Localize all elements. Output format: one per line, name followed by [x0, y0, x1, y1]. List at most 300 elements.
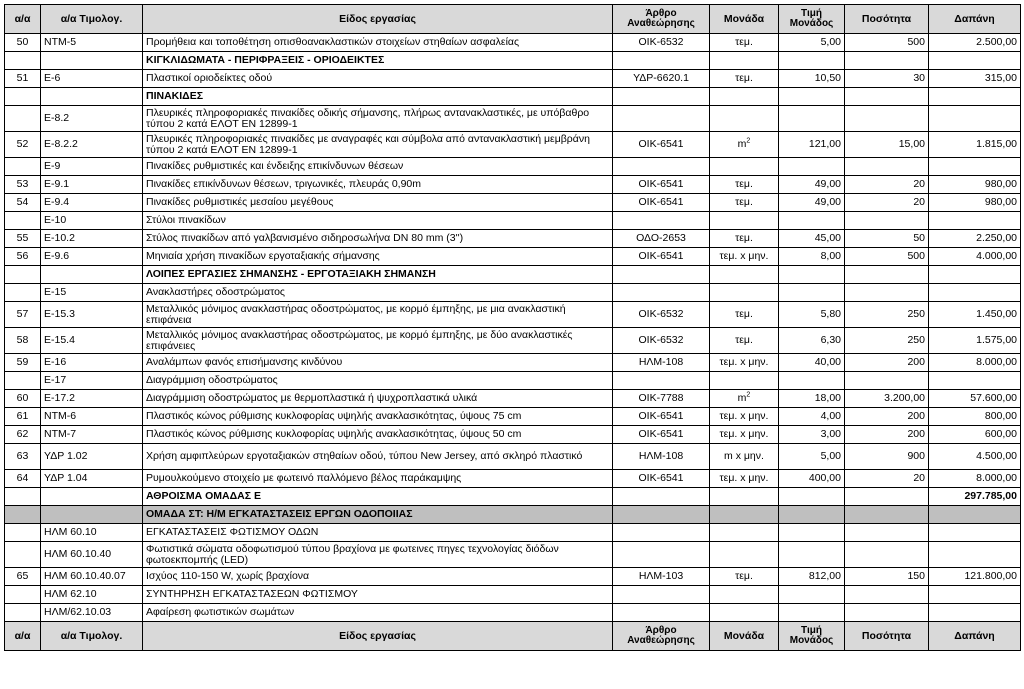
cell-code-text: ΗΛΜ 60.10 — [44, 526, 97, 538]
cell-article-text: ΟΙΚ-6532 — [638, 334, 684, 346]
cell-aa — [5, 266, 41, 284]
cell-aa — [5, 408, 41, 426]
table-row — [5, 488, 1021, 506]
cell-unit-text: m x μην. — [724, 450, 764, 462]
cell-code — [41, 248, 143, 266]
cell-article — [613, 444, 710, 470]
cell-code-text: Ε-15.3 — [44, 308, 75, 320]
cell-cost-text: 297.785,00 — [964, 490, 1017, 502]
cell-cost — [929, 408, 1021, 426]
cell-article — [613, 248, 710, 266]
cell-quantity-text: 500 — [907, 36, 925, 48]
cell-unit-price — [779, 568, 845, 586]
cell-cost-text: 980,00 — [984, 196, 1017, 208]
cell-article — [613, 302, 710, 328]
cell-cost — [929, 328, 1021, 354]
cell-article — [613, 194, 710, 212]
cell-description-text: Πινακίδες ρυθμιστικές μεσαίου μεγέθους — [146, 196, 334, 208]
cell-unit-price — [779, 132, 845, 158]
cell-quantity-text: 15,00 — [898, 138, 925, 150]
cell-description-text: ΕΓΚΑΤΑΣΤΑΣΕΙΣ ΦΩΤΙΣΜΟΥ ΟΔΩΝ — [146, 526, 319, 538]
cell-aa — [5, 34, 41, 52]
cell-cost-text: 980,00 — [984, 178, 1017, 190]
cell-article-text: ΗΛΜ-108 — [638, 356, 684, 368]
cell-unit — [710, 586, 779, 604]
cell-quantity — [845, 88, 929, 106]
cell-quantity-text: 20 — [913, 196, 925, 208]
cell-article-text: ΟΙΚ-6541 — [638, 196, 684, 208]
cell-cost — [929, 444, 1021, 470]
table-row — [5, 426, 1021, 444]
cell-unit-text: τεμ. — [735, 334, 753, 346]
cell-unit-text: τεμ. x μην. — [719, 356, 769, 368]
footer-header-unit-price: Τιμή Μονάδος — [779, 622, 845, 651]
cell-code — [41, 70, 143, 88]
table-row — [5, 194, 1021, 212]
cell-unit — [710, 506, 779, 524]
cell-description — [143, 212, 613, 230]
table-row — [5, 390, 1021, 408]
cell-cost — [929, 194, 1021, 212]
cell-code — [41, 426, 143, 444]
unit-superscript: 2 — [746, 391, 751, 399]
cell-quantity — [845, 408, 929, 426]
cell-quantity — [845, 354, 929, 372]
cell-description — [143, 284, 613, 302]
cell-article — [613, 354, 710, 372]
cell-cost — [929, 248, 1021, 266]
cell-cost-text: 800,00 — [984, 410, 1017, 422]
table-row — [5, 34, 1021, 52]
cell-cost — [929, 470, 1021, 488]
cell-description-text: Πλαστικός κώνος ρύθμισης κυκλοφορίας υψηλής ανακλασικότητας, ύψους 75 cm — [146, 410, 522, 422]
cell-aa-text: 61 — [16, 410, 29, 422]
cell-description — [143, 248, 613, 266]
cell-description — [143, 604, 613, 622]
cell-unit — [710, 34, 779, 52]
cell-code — [41, 488, 143, 506]
cell-article — [613, 470, 710, 488]
cell-unit-price-text: 8,00 — [820, 250, 841, 262]
table-row — [5, 506, 1021, 524]
cell-code-text: Ε-6 — [44, 72, 61, 84]
cell-code-text: ΗΛΜ 62.10 — [44, 588, 97, 600]
header-description: Είδος εργασίας — [143, 5, 613, 34]
cell-unit-price — [779, 34, 845, 52]
cell-article — [613, 390, 710, 408]
cell-unit-text: m — [737, 392, 747, 404]
cell-cost — [929, 390, 1021, 408]
cell-unit-price — [779, 506, 845, 524]
cell-article — [613, 524, 710, 542]
cell-cost-text: 4.500,00 — [976, 450, 1017, 462]
cell-description — [143, 390, 613, 408]
cell-aa — [5, 328, 41, 354]
cell-quantity — [845, 266, 929, 284]
cell-unit-price-text: 5,80 — [820, 308, 841, 320]
cell-unit-text: τεμ. x μην. — [719, 410, 769, 422]
cell-code — [41, 372, 143, 390]
table-row — [5, 88, 1021, 106]
cell-description — [143, 354, 613, 372]
cell-quantity — [845, 604, 929, 622]
cell-cost — [929, 52, 1021, 70]
cell-description — [143, 568, 613, 586]
cell-aa — [5, 52, 41, 70]
cell-article — [613, 604, 710, 622]
cell-aa-text: 62 — [16, 428, 29, 440]
cell-unit-text: τεμ. — [735, 232, 753, 244]
cell-unit-price — [779, 470, 845, 488]
cell-code-text: Ε-17 — [44, 374, 67, 386]
cell-description-text: Μεταλλικός μόνιμος ανακλαστήρας οδοστρώματος, με κορμό έμπηξης, με μια ανακλαστική επιφάνεια — [146, 302, 566, 326]
table-row — [5, 604, 1021, 622]
cell-aa-text: 53 — [16, 178, 29, 190]
cell-code-text: ΝΤΜ-6 — [44, 410, 77, 422]
cell-code — [41, 604, 143, 622]
cell-description — [143, 158, 613, 176]
cell-code-text: Ε-15 — [44, 286, 67, 298]
cell-aa-text: 56 — [16, 250, 29, 262]
cell-description-text: Ισχύος 110-150 W, χωρίς βραχίονα — [146, 570, 310, 582]
header-aa: α/α — [5, 5, 41, 34]
cell-cost-text: 1.575,00 — [976, 334, 1017, 346]
cell-unit-price — [779, 106, 845, 132]
cell-unit — [710, 354, 779, 372]
cell-aa — [5, 390, 41, 408]
cell-code — [41, 354, 143, 372]
cell-quantity — [845, 444, 929, 470]
cell-unit — [710, 70, 779, 88]
cell-code-text: Ε-17.2 — [44, 392, 75, 404]
cell-unit — [710, 444, 779, 470]
header-cost: Δαπάνη — [929, 5, 1021, 34]
cell-code-text: Ε-8.2.2 — [44, 138, 78, 150]
cell-cost — [929, 586, 1021, 604]
cell-unit — [710, 158, 779, 176]
cell-quantity-text: 500 — [907, 250, 925, 262]
cell-code-text: Ε-9.1 — [44, 178, 70, 190]
cell-code-text: ΝΤΜ-5 — [44, 36, 77, 48]
header-unit-price: Τιμή Μονάδος — [779, 5, 845, 34]
cell-quantity — [845, 70, 929, 88]
cell-unit-price-text: 4,00 — [820, 410, 841, 422]
cell-aa — [5, 88, 41, 106]
cell-description-text: Αναλάμπων φανός επισήμανσης κινδύνου — [146, 356, 343, 368]
cell-unit-price-text: 49,00 — [814, 196, 841, 208]
footer-header-cost: Δαπάνη — [929, 622, 1021, 651]
table-row — [5, 372, 1021, 390]
cell-quantity-text: 900 — [907, 450, 925, 462]
cell-cost — [929, 34, 1021, 52]
cell-cost-text: 8.000,00 — [976, 356, 1017, 368]
cell-article-text: ΟΙΚ-6541 — [638, 472, 684, 484]
cell-code-text: Ε-9.4 — [44, 196, 70, 208]
cell-quantity — [845, 328, 929, 354]
cell-code — [41, 194, 143, 212]
cell-aa-text: 57 — [16, 308, 29, 320]
cell-code-text: ΗΛΜ 60.10.40 — [44, 548, 112, 560]
cell-article — [613, 176, 710, 194]
cell-description-text: ΚΙΓΚΛΙΔΩΜΑΤΑ - ΠΕΡΙΦΡΑΞΕΙΣ - ΟΡΙΟΔΕΙΚΤΕΣ — [146, 54, 385, 66]
cell-code-text: ΥΔΡ 1.02 — [44, 450, 88, 462]
cell-article-text: ΟΙΚ-7788 — [638, 392, 684, 404]
cell-unit — [710, 266, 779, 284]
cell-unit-text: τεμ. x μην. — [719, 428, 769, 440]
cell-description — [143, 408, 613, 426]
cell-cost — [929, 284, 1021, 302]
table-row — [5, 52, 1021, 70]
cell-unit — [710, 604, 779, 622]
cell-quantity-text: 250 — [907, 308, 925, 320]
cell-unit — [710, 488, 779, 506]
cell-unit-text: τεμ. — [735, 178, 753, 190]
cell-article-text: ΟΙΚ-6532 — [638, 36, 684, 48]
cell-code-text: Ε-9 — [44, 160, 61, 172]
header-quantity: Ποσότητα — [845, 5, 929, 34]
footer-header-description: Είδος εργασίας — [143, 622, 613, 651]
cell-aa-text: 50 — [16, 36, 29, 48]
cell-description — [143, 88, 613, 106]
cell-quantity-text: 20 — [913, 472, 925, 484]
cell-cost-text: 2.250,00 — [976, 232, 1017, 244]
header-unit: Μονάδα — [710, 5, 779, 34]
cell-description — [143, 328, 613, 354]
cell-unit-price — [779, 604, 845, 622]
cell-cost-text: 1.450,00 — [976, 308, 1017, 320]
table-row — [5, 408, 1021, 426]
cell-article — [613, 230, 710, 248]
cell-quantity-text: 200 — [907, 410, 925, 422]
cell-article-text: ΥΔΡ-6620.1 — [633, 72, 689, 84]
cell-unit-price-text: 121,00 — [808, 138, 841, 150]
cell-unit-price — [779, 176, 845, 194]
cell-description — [143, 506, 613, 524]
cell-unit — [710, 132, 779, 158]
cell-quantity — [845, 506, 929, 524]
cell-unit-price-text: 5,00 — [820, 36, 841, 48]
cell-article-text: ΟΙΚ-6541 — [638, 250, 684, 262]
cell-quantity — [845, 194, 929, 212]
cell-cost — [929, 542, 1021, 568]
cell-quantity — [845, 230, 929, 248]
table-row — [5, 524, 1021, 542]
cell-article — [613, 586, 710, 604]
cell-quantity — [845, 34, 929, 52]
cell-quantity — [845, 284, 929, 302]
cell-article-text: ΟΔΟ-2653 — [636, 232, 686, 244]
cell-cost — [929, 354, 1021, 372]
cell-code — [41, 230, 143, 248]
cell-unit-price — [779, 542, 845, 568]
cell-article — [613, 328, 710, 354]
cell-unit-price — [779, 426, 845, 444]
cell-aa-text: 52 — [16, 138, 29, 150]
cell-unit-text: τεμ. — [735, 196, 753, 208]
cell-unit — [710, 248, 779, 266]
cell-unit-price — [779, 328, 845, 354]
cell-unit-text: τεμ. x μην. — [719, 250, 769, 262]
cell-unit-price — [779, 212, 845, 230]
cell-description — [143, 470, 613, 488]
cell-aa — [5, 568, 41, 586]
cell-cost-text: 8.000,00 — [976, 472, 1017, 484]
cell-article-text: ΟΙΚ-6532 — [638, 308, 684, 320]
cell-aa — [5, 194, 41, 212]
cell-description-text: Χρήση αμφιπλεύρων εργοταξιακών στηθαίων οδού, τύπου New Jersey, από σκληρό πλαστικό — [146, 450, 583, 462]
cell-code-text: Ε-10.2 — [44, 232, 75, 244]
cell-article — [613, 88, 710, 106]
cell-description-text: Στύλοι πινακίδων — [146, 214, 226, 226]
cell-quantity — [845, 176, 929, 194]
cell-cost — [929, 372, 1021, 390]
cell-article — [613, 52, 710, 70]
cell-article-text: ΗΛΜ-108 — [638, 450, 684, 462]
cell-description — [143, 106, 613, 132]
cell-aa — [5, 470, 41, 488]
cell-cost — [929, 106, 1021, 132]
table-row — [5, 70, 1021, 88]
cell-code — [41, 542, 143, 568]
cell-quantity-text: 200 — [907, 356, 925, 368]
cell-unit-price-text: 400,00 — [808, 472, 841, 484]
cell-description-text: Ρυμουλκούμενο στοιχείο με φωτεινό παλλόμενο βέλος παράκαμψης — [146, 472, 462, 484]
cell-unit-price — [779, 248, 845, 266]
cell-aa — [5, 604, 41, 622]
cell-unit-price — [779, 444, 845, 470]
table-row — [5, 212, 1021, 230]
table-row — [5, 542, 1021, 568]
cell-code — [41, 158, 143, 176]
cell-description-text: ΟΜΑΔΑ ΣΤ: Η/Μ ΕΓΚΑΤΑΣΤΑΣΕΙΣ ΕΡΓΩΝ ΟΔΟΠΟΙΙΑΣ — [146, 508, 413, 520]
cell-article — [613, 426, 710, 444]
cell-description — [143, 426, 613, 444]
table-row — [5, 176, 1021, 194]
cell-aa — [5, 70, 41, 88]
cell-quantity — [845, 52, 929, 70]
cell-unit-price-text: 49,00 — [814, 178, 841, 190]
cell-aa-text: 59 — [16, 356, 29, 368]
cell-description — [143, 372, 613, 390]
cell-code-text: ΝΤΜ-7 — [44, 428, 77, 440]
cell-quantity-text: 200 — [907, 428, 925, 440]
cell-aa — [5, 354, 41, 372]
cell-quantity — [845, 302, 929, 328]
cell-unit-price — [779, 88, 845, 106]
cell-aa — [5, 506, 41, 524]
cell-article — [613, 70, 710, 88]
cell-cost — [929, 158, 1021, 176]
table-row — [5, 328, 1021, 354]
cell-unit-price-text: 10,50 — [814, 72, 841, 84]
cell-quantity — [845, 470, 929, 488]
cell-article-text: ΟΙΚ-6541 — [638, 428, 684, 440]
cell-description — [143, 302, 613, 328]
cell-unit — [710, 176, 779, 194]
cell-unit-price — [779, 390, 845, 408]
cell-code — [41, 212, 143, 230]
cell-description — [143, 542, 613, 568]
cell-quantity-text: 20 — [913, 178, 925, 190]
table-row — [5, 444, 1021, 470]
table-row — [5, 302, 1021, 328]
cell-unit — [710, 302, 779, 328]
cell-quantity — [845, 106, 929, 132]
cell-unit — [710, 524, 779, 542]
cell-cost — [929, 212, 1021, 230]
cell-quantity-text: 30 — [913, 72, 925, 84]
cell-description — [143, 586, 613, 604]
cell-quantity-text: 3.200,00 — [884, 392, 925, 404]
cell-unit — [710, 106, 779, 132]
cell-description — [143, 444, 613, 470]
cell-code — [41, 408, 143, 426]
cell-unit — [710, 408, 779, 426]
cell-code — [41, 390, 143, 408]
cell-quantity-text: 250 — [907, 334, 925, 346]
cell-article — [613, 372, 710, 390]
cell-description — [143, 34, 613, 52]
cell-unit-price — [779, 488, 845, 506]
footer-header-unit: Μονάδα — [710, 622, 779, 651]
cell-unit — [710, 470, 779, 488]
cell-unit-text: τεμ. — [735, 72, 753, 84]
cell-unit-price — [779, 194, 845, 212]
cell-description-text: ΣΥΝΤΗΡΗΣΗ ΕΓΚΑΤΑΣΤΑΣΕΩΝ ΦΩΤΙΣΜΟΥ — [146, 588, 358, 600]
cell-cost — [929, 488, 1021, 506]
cell-quantity — [845, 212, 929, 230]
cell-code — [41, 132, 143, 158]
cell-aa — [5, 284, 41, 302]
cell-article — [613, 488, 710, 506]
cell-unit — [710, 212, 779, 230]
cell-unit-price — [779, 302, 845, 328]
cell-description-text: Διαγράμμιση οδοστρώματος — [146, 374, 278, 386]
cell-unit-price — [779, 354, 845, 372]
cell-quantity — [845, 542, 929, 568]
cell-code — [41, 470, 143, 488]
footer-header-article: Άρθρο Αναθεώρησης — [613, 622, 710, 651]
cell-aa — [5, 158, 41, 176]
cell-code-text: Ε-15.4 — [44, 334, 75, 346]
cell-code-text: ΗΛΜ/62.10.03 — [44, 606, 112, 618]
cell-quantity — [845, 158, 929, 176]
header-code: α/α Τιμολογ. — [41, 5, 143, 34]
cell-description — [143, 132, 613, 158]
cell-code-text: Ε-10 — [44, 214, 67, 226]
footer-header-quantity: Ποσότητα — [845, 622, 929, 651]
cell-cost-text: 2.500,00 — [976, 36, 1017, 48]
cell-cost — [929, 70, 1021, 88]
cell-description-text: ΠΙΝΑΚΙΔΕΣ — [146, 90, 204, 102]
table-row — [5, 248, 1021, 266]
cell-aa — [5, 176, 41, 194]
cell-code-text: Ε-8.2 — [44, 112, 70, 124]
cell-code-text: Ε-16 — [44, 356, 67, 368]
cell-unit — [710, 328, 779, 354]
table-row — [5, 266, 1021, 284]
cell-quantity — [845, 132, 929, 158]
cell-code-text: ΗΛΜ 60.10.40.07 — [44, 570, 126, 582]
cell-description-text: Φωτιστικά σώματα οδοφωτισμού τύπου βραχίονα με φωτεινες πηγες τεχνολογίας διόδων φωτοεκπομπής (LED) — [146, 542, 559, 566]
cell-description — [143, 194, 613, 212]
table-row — [5, 284, 1021, 302]
cell-cost — [929, 302, 1021, 328]
cell-aa-text: 54 — [16, 196, 29, 208]
cell-description-text: Πλευρικές πληροφοριακές πινακίδες με αναγραφές και σύμβολα από αντανακλαστική μεμβράνη τύπου 2 κατά ΕΛΟΤ ΕΝ 12899-1 — [146, 132, 590, 156]
cell-article — [613, 542, 710, 568]
cell-cost — [929, 230, 1021, 248]
